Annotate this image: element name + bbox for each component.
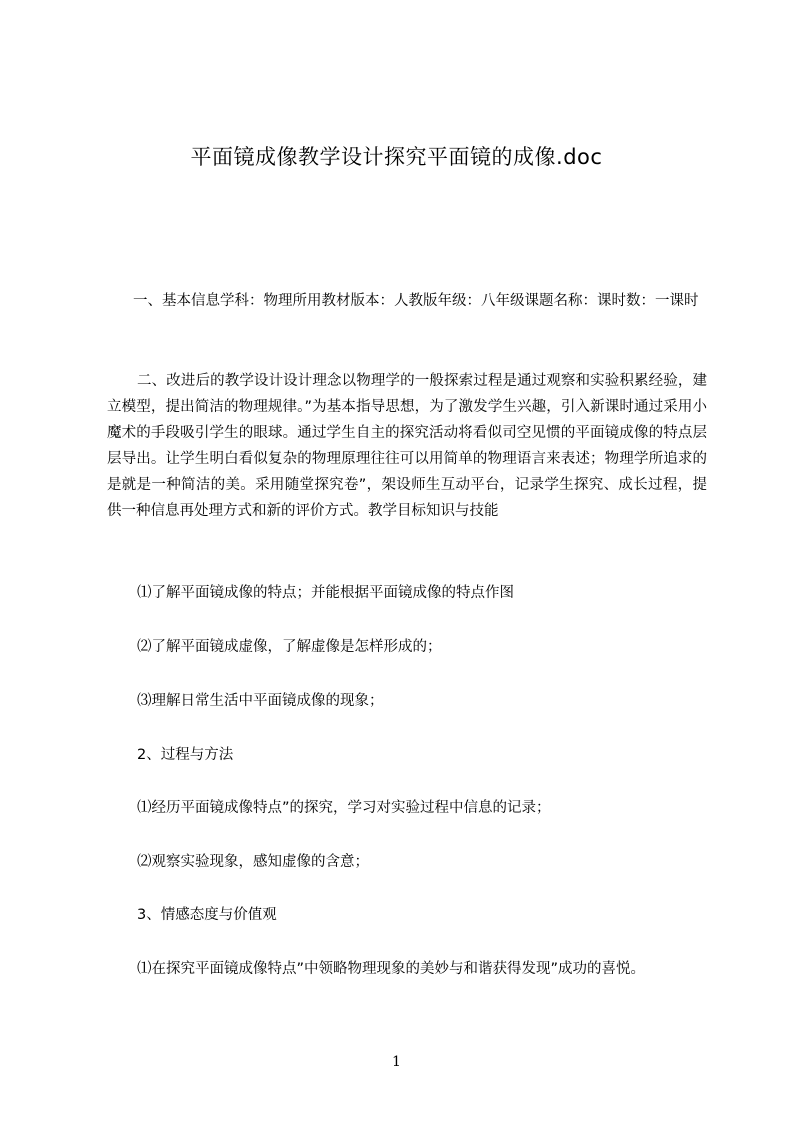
paragraph-design-concept: 二、改进后的教学设计设计理念以物理学的一般探索过程是通过观察和实验积累经验，建立模型，提出简洁的物理规律。”为基本指导思想，为了激发学生兴趣，引入新课时通过采用小魔术的手段吸引学生的眼球。通过学生自主的探究活动将看似司空见惯的平面镜成像的特点层层导出。让学生明白看似复杂的物理原理往往可以用简单的物理语言来表述；物理学所追求的是就是一种简洁的美。采用随堂探究卷”，架设师生互动平台，记录学生探究、成长过程，提供一种信息再处理方式和新的评价方式。教学目标知识与技能 xyxy=(107,373,707,519)
paragraph-basic-info: 一、基本信息学科：物理所用教材版本：人教版年级：八年级课题名称：课时数：一课时 xyxy=(133,293,699,309)
list-item: ⑵观察实验现象，感知虚像的含意； xyxy=(137,854,369,870)
list-item: ⑴经历平面镜成像特点”的探究，学习对实验过程中信息的记录； xyxy=(137,800,551,816)
list-item: ⑴了解平面镜成像的特点；并能根据平面镜成像的特点作图 xyxy=(137,585,514,601)
page-number: 1 xyxy=(392,1054,401,1070)
list-item: ⑵了解平面镜成虚像，了解虚像是怎样形成的； xyxy=(137,639,442,655)
section-heading: 3、情感态度与价值观 xyxy=(137,907,277,923)
document-title: 平面镜成像教学设计探究平面镜的成像.doc xyxy=(190,145,603,169)
section-heading: 2、过程与方法 xyxy=(137,747,234,763)
list-item: ⑶理解日常生活中平面镜成像的现象； xyxy=(137,693,384,709)
list-item: ⑴在探究平面镜成像特点”中领略物理现象的美妙与和谐获得发现”成功的喜悦。 xyxy=(137,961,646,977)
